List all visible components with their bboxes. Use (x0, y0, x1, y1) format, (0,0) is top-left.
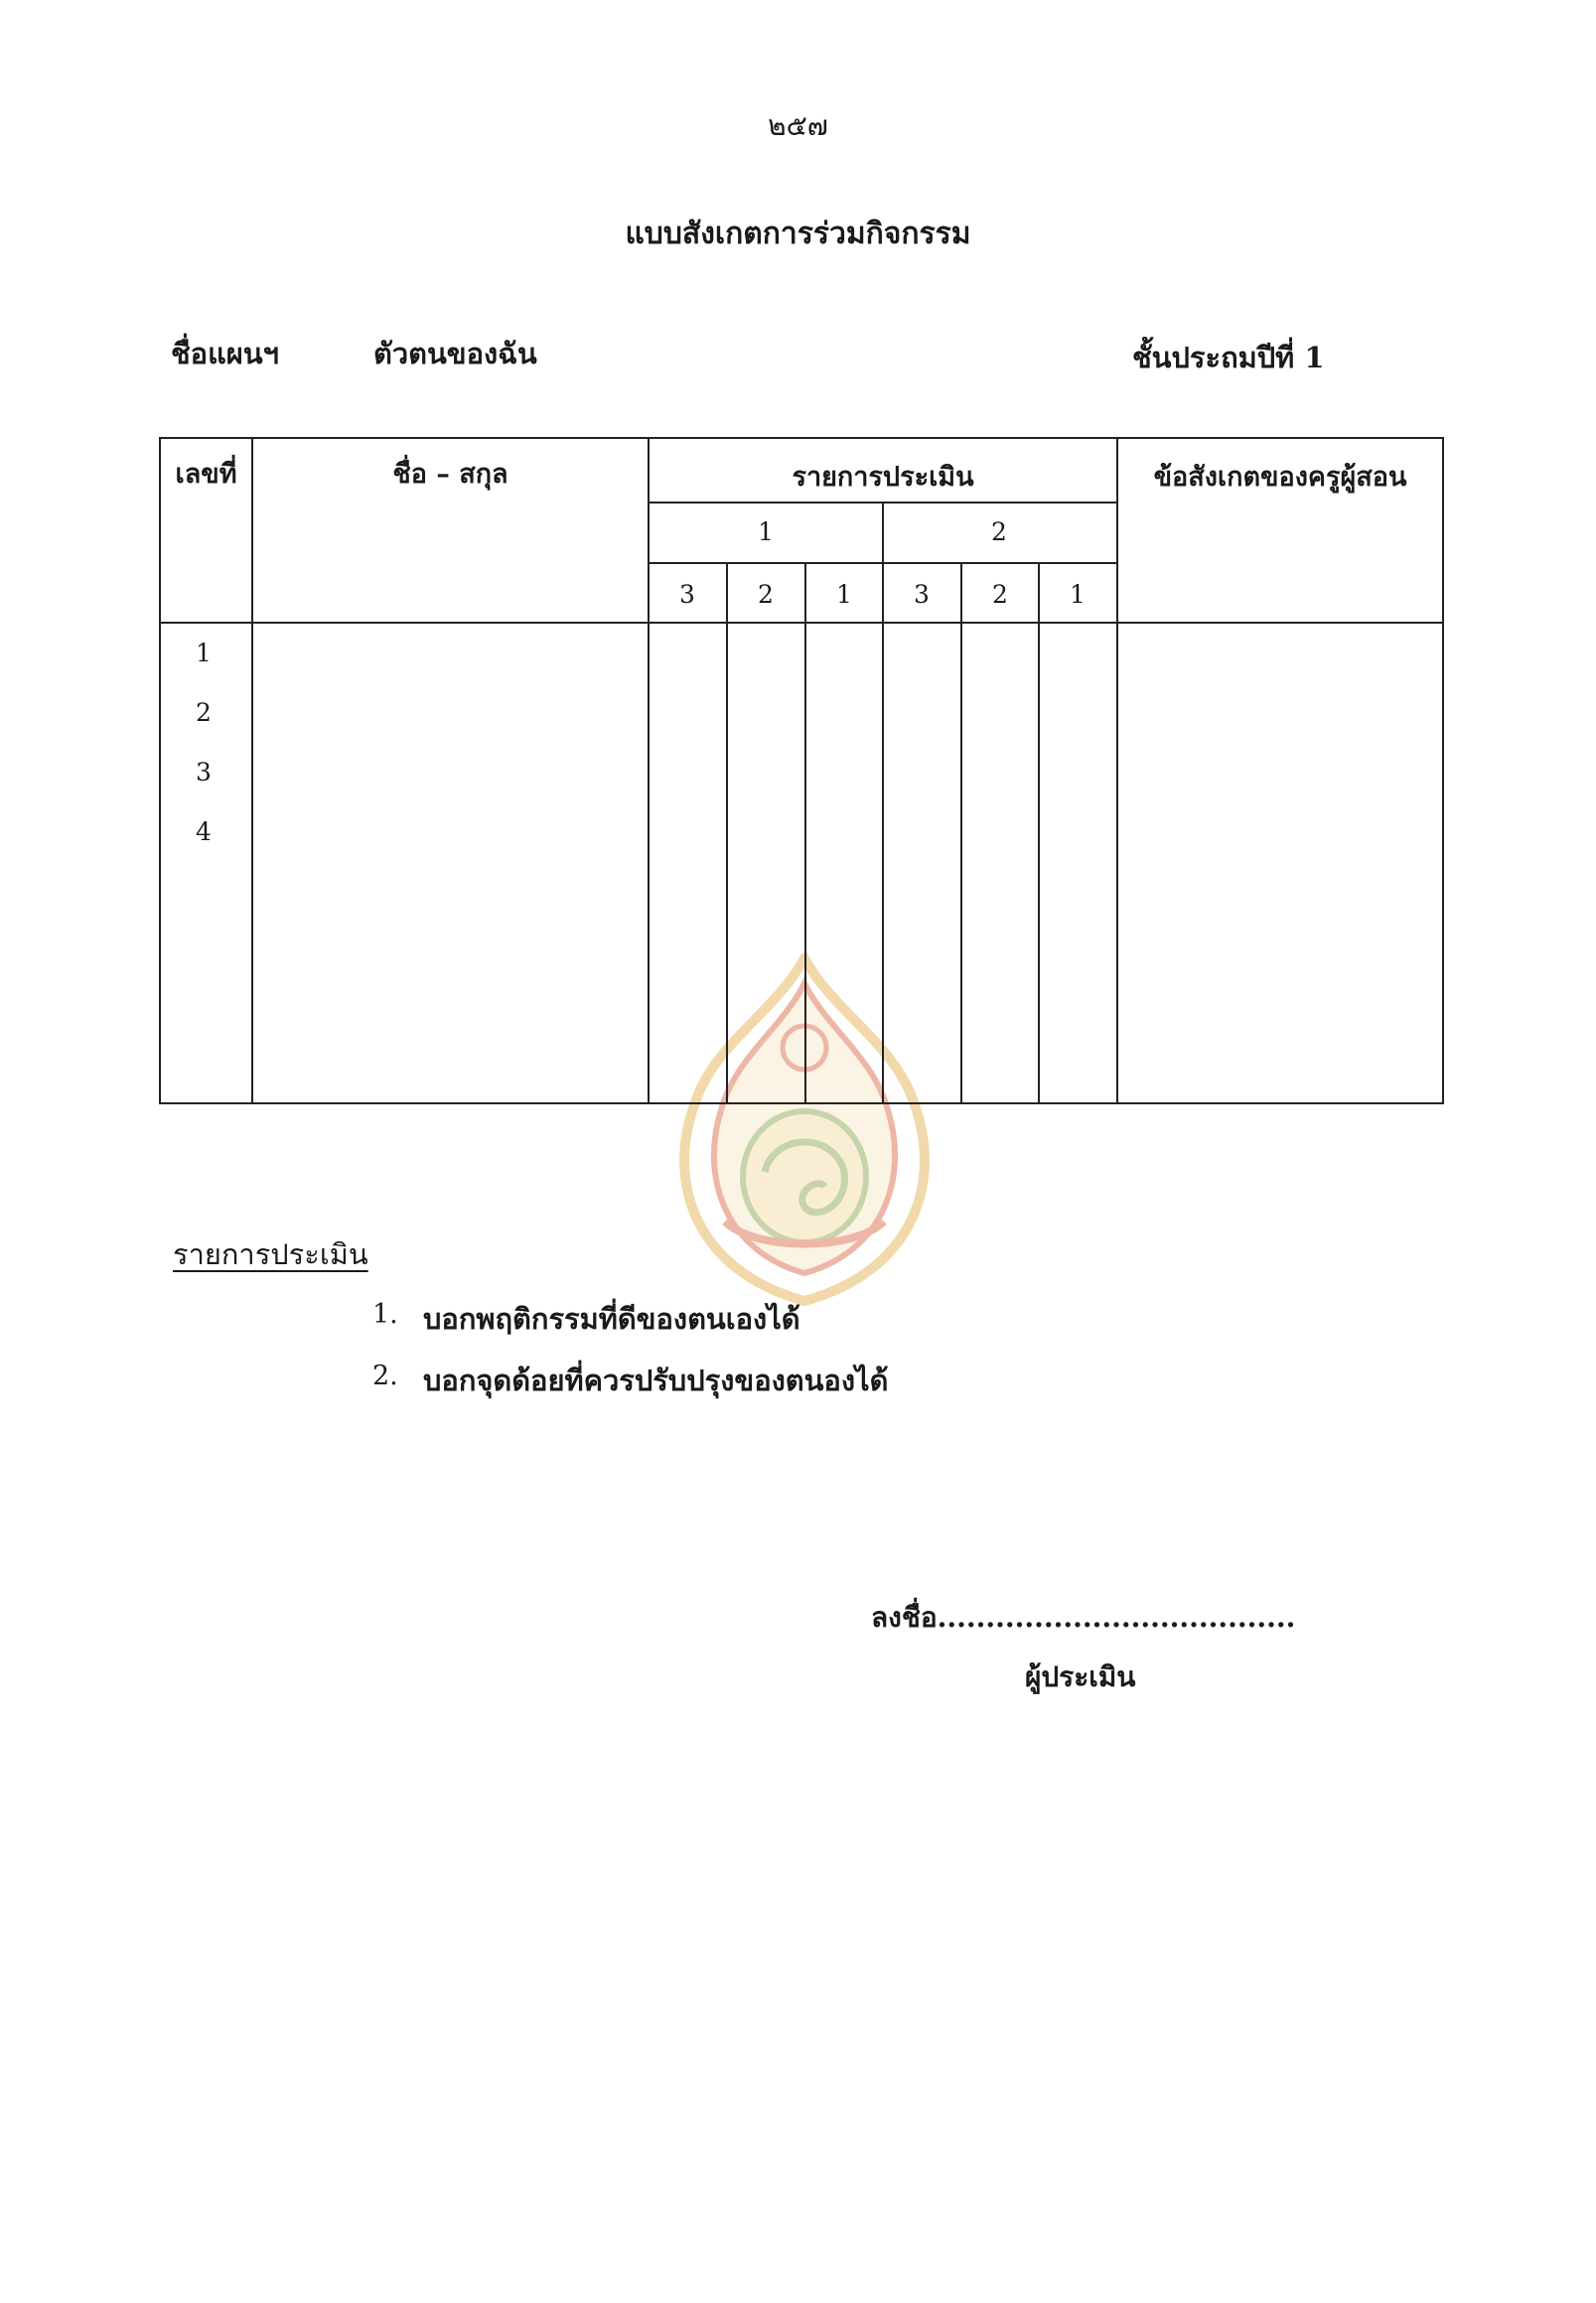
criteria-item-text: บอกจุดด้อยที่ควรปรับปรุงของตนองได้ (423, 1364, 889, 1397)
page-number: ๒๕๗ (768, 109, 828, 142)
score-level: 1 (1070, 580, 1086, 609)
row-number: 3 (196, 758, 212, 787)
signature-line: ลงชื่อ..................................... (871, 1601, 1296, 1634)
score-level: 3 (679, 580, 695, 609)
score-level: 1 (836, 580, 852, 609)
plan-label: ชื่อแผนฯ (171, 337, 279, 370)
header-observation: ข้อสังเกตของครูผู้สอน (1153, 462, 1407, 493)
criteria-item-text: บอกพฤติกรรมที่ดีของตนเองได้ (423, 1302, 800, 1336)
plan-name: ตัวตนของฉัน (373, 337, 537, 370)
header-evaluation: รายการประเมิน (792, 462, 974, 493)
criteria-item-number: 2. (372, 1361, 398, 1391)
score-level: 3 (914, 580, 930, 609)
row-number: 2 (196, 698, 212, 727)
grade-level: ชั้นประถมปีที่ 1 (1132, 341, 1325, 374)
header-name: ชื่อ – สกุล (392, 459, 508, 490)
header-number: เลขที่ (175, 459, 237, 490)
evaluator-label: ผู้ประเมิน (1025, 1660, 1136, 1693)
row-number: 1 (196, 639, 212, 667)
criteria-column-2: 2 (991, 517, 1007, 546)
criteria-heading: รายการประเมิน (173, 1237, 368, 1271)
score-level: 2 (992, 580, 1008, 609)
row-number: 4 (196, 817, 212, 846)
score-level: 2 (758, 580, 774, 609)
criteria-item-number: 1. (372, 1299, 398, 1330)
document-title: แบบสังเกตการร่วมกิจกรรม (625, 216, 971, 251)
criteria-column-1: 1 (758, 517, 774, 546)
